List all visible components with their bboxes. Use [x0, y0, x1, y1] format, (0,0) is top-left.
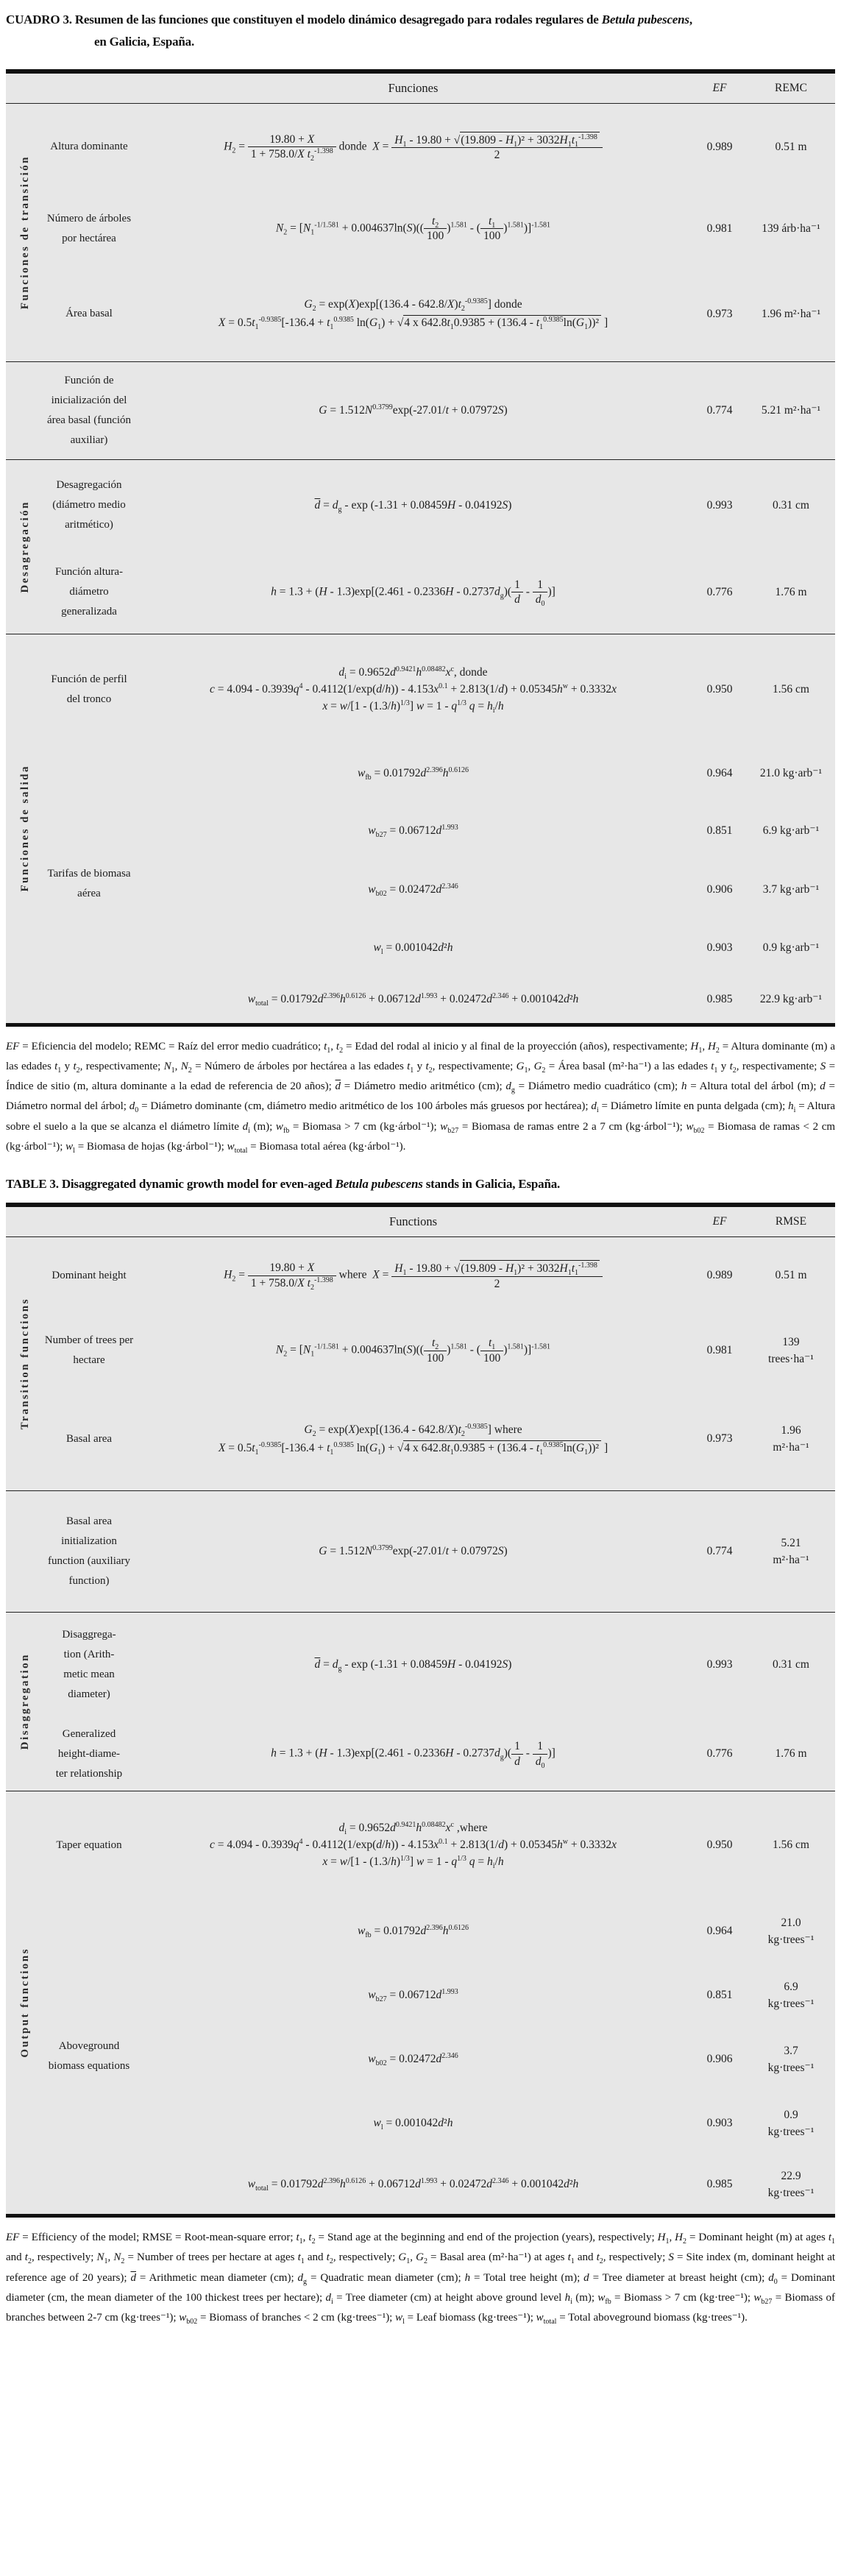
table-caption-es	[6, 9, 835, 53]
formula-cell	[134, 1420, 692, 1459]
rmse-value: 21.0 kg·arb⁻¹	[759, 766, 823, 779]
formula-line: $w_{total} = 0.01792d^{2.396}h^{0.6126} + 0.06712d^{1.993} + 0.02472d^{2.346} + 0.001042d^2h$	[247, 991, 579, 1008]
section-transition-en	[6, 1237, 835, 1490]
rmse-value: 22.9 kg·trees⁻¹	[767, 2169, 815, 2200]
row-label: Disaggrega- tion (Arith- metic mean diameter)	[62, 1629, 116, 1701]
row-label: Dominant height	[52, 1269, 127, 1281]
formula-line: $h = 1.3 + (H - 1.3)\exp[(2.461 - 0.2336H - 0.2737d_g)$( $\frac{1}{d}$ - $\frac{1}{d_0}$ )]	[271, 1740, 556, 1770]
biomass-rows	[134, 1899, 835, 2214]
section-output-en	[6, 1791, 835, 2214]
row-number-of-trees	[44, 191, 835, 267]
row-wfb	[134, 745, 835, 802]
rmse-value: 1.96 m²·ha⁻¹	[761, 307, 821, 320]
row-label: Number of trees per hectare	[44, 1334, 134, 1367]
row-wb27	[134, 1964, 835, 2027]
section-rows	[44, 104, 835, 361]
caption-es-line1: CUADRO 3. Resumen de las funciones que constituyen el modelo dinámico desagregado para rodales regulares de Betula pubescens,	[6, 13, 692, 26]
section-rows	[44, 460, 835, 634]
caption-es-line2: en Galicia, España.	[94, 34, 195, 49]
section-rows	[44, 362, 835, 459]
formula-line: $w_{fb} = 0.01792d^{2.396}h^{0.6126}$	[357, 765, 469, 782]
row-wb02	[134, 2027, 835, 2092]
formula-line: $G_2 = \exp(X)\exp[(136.4 - 642.8/X)t_2^{-0.9385}]$ where	[304, 1422, 522, 1438]
row-label: Función de perfil del tronco	[51, 673, 127, 705]
formula-line: $w_l = 0.001042d^2h$	[373, 2117, 453, 2132]
rmse-value: 0.9 kg·arb⁻¹	[762, 941, 820, 954]
ef-value: 0.985	[706, 992, 733, 1005]
ef-value: 0.989	[706, 140, 733, 153]
ef-value: 0.906	[706, 2053, 733, 2066]
row-wl	[134, 2092, 835, 2155]
formula-line: $\overline{d} = d_g - \exp (-1.31 + 0.08459H - 0.04192S)$	[314, 1658, 512, 1674]
caption-en-line1: TABLE 3. Disaggregated dynamic growth model for even-aged Betula pubescens stands in Galicia, España.	[6, 1177, 561, 1192]
formula-cell	[134, 294, 692, 333]
rmse-value: 21.0 kg·trees⁻¹	[767, 1916, 815, 1947]
side-label-transition: Transition functions	[18, 1298, 31, 1430]
section-transition-es	[6, 104, 835, 361]
formula-line: $w_{b02} = 0.02472d^{2.346}$	[368, 882, 458, 898]
rmse-value: 5.21 m²·ha⁻¹	[761, 403, 821, 417]
formula-line: $c = 4.094 - 0.3939q^4 - 0.4112(1/\exp(d/h)) - 4.153x^{0.1} + 2.813(1/d) + 0.05345h^w + 0.3332x$	[210, 682, 617, 696]
formula-line: $x = w/[1 - (1.3/h)^{1/3}]$ $w = 1 - q^{1/3}$ $q = h_i/h$	[322, 1854, 504, 1871]
formula-line: $H_2$ = $\frac{19.80 + X}{1 + 758.0/X t_2^{-1.398}}$ donde X = $\frac{H_1 - 19.80 + √(19.809 - H_1)^2 + 3032H_1t_1^{-1.398}}{2}$	[138, 132, 688, 163]
column-header-funciones: Funciones	[388, 80, 439, 95]
section-rows	[44, 1613, 835, 1791]
column-header-rmse: RMSE	[775, 1215, 807, 1228]
formula-line: $G = 1.512N^{0.3799}\exp(-27.01/t + 0.07972S)$	[319, 1543, 508, 1558]
formula-line: $X = 0.5t_1^{-0.9385}[-136.4 + t_1^{0.9385}$ $\ln(G_1) + √4$ x $642.8t_10.9385 + (136.4 - t_1^{0.9385}\ln(G_1))^2$ ]	[218, 315, 608, 332]
formula-line: $w_{fb} = 0.01792d^{2.396}h^{0.6126}$	[357, 1923, 469, 1940]
side-cell	[6, 634, 44, 1023]
row-basal-init	[44, 362, 835, 459]
section-rows	[44, 1491, 835, 1612]
ef-value: 0.993	[706, 1658, 733, 1671]
ef-value: 0.964	[706, 1925, 733, 1938]
formula-cell	[134, 1818, 692, 1872]
formula-cell	[134, 1735, 692, 1772]
row-label: Basal area	[65, 1432, 113, 1445]
row-label-biomass: Aboveground biomass equations	[48, 2040, 130, 2073]
footnote-es: EF = Eficiencia del modelo; REMC = Raíz del error medio cuadrático; $t_1$, $t_2$ = Edad del rodal al inicio y al final de la proyección (años), respectivamente; $H_1$, $H_2$ = Altura dominante (m) a las edades $t_1$ y $t_2$, respectivamente; $N_1$, $N_2$ = Número de árboles por hectárea a las edades $t_1$ y $t_2$, respectivamente; $G_1$, $G_2$ = Área basal (m²·ha⁻¹) a las edades $t_1$ y $t_2$, respectivamente; S = Índice de sitio (m, altura dominante a la edad de referencia de 20 años); $\overline{d}$ = Diámetro medio aritmético (cm); $d_g$ = Diámetro medio cuadrático (cm); h = Altura total del árbol (m); d = Diámetro normal del árbol; $d_0$ = Diámetro dominante (cm, diámetro medio aritmético de los 100 árboles más gruesos por hectárea); $d_i$ = Diámetro límite en punta delgada (cm); $h_i$ = Altura sobre el suelo a la que se alcanza el diámetro límite $d_i$ (m); $w_{fb}$ = Biomasa > 7 cm (kg·árbol⁻¹); $w_{b27}$ = Biomasa de ramas entre 2 a 7 cm (kg·árbol⁻¹); $w_{b02}$ = Biomasa de ramas < 2 cm (kg·árbol⁻¹); $w_l$ = Biomasa de hojas (kg·árbol⁻¹); $w_{total}$ = Biomasa total aérea (kg·árbol⁻¹).	[6, 1040, 836, 1155]
rmse-value: 3.7 kg·trees⁻¹	[767, 2044, 815, 2075]
row-basal-area	[44, 1387, 835, 1490]
rmse-value: 6.9 kg·arb⁻¹	[762, 824, 820, 837]
row-label: Generalized height-diame- ter relationship	[55, 1727, 123, 1780]
side-label-disaggregation: Desagregación	[18, 500, 31, 593]
side-cell	[6, 1791, 44, 2214]
ef-value: 0.851	[706, 824, 733, 837]
formula-cell	[134, 400, 692, 421]
row-wfb	[134, 1899, 835, 1964]
row-basal-init	[44, 1491, 835, 1612]
side-cell	[6, 1237, 44, 1490]
section-initialization-en	[6, 1491, 835, 1612]
section-rows	[44, 1237, 835, 1490]
row-wl	[134, 920, 835, 976]
row-label: Taper equation	[56, 1839, 122, 1851]
side-label-transition: Funciones de transición	[18, 155, 31, 310]
rmse-value: 0.31 cm	[773, 498, 809, 512]
rmse-value: 6.9 kg·trees⁻¹	[767, 1980, 815, 2011]
row-label: Área basal	[65, 308, 113, 319]
rmse-value: 0.9 kg·trees⁻¹	[767, 2108, 815, 2139]
row-dominant-height	[44, 104, 835, 191]
formula-cell	[134, 1332, 692, 1369]
formula-cell	[134, 662, 692, 717]
ef-value: 0.774	[706, 1545, 733, 1558]
section-rows	[44, 634, 835, 1023]
ef-value: 0.989	[706, 1269, 733, 1282]
rmse-value: 1.76 m	[775, 1747, 807, 1761]
section-disaggregation-en	[6, 1613, 835, 1791]
formula-line: $w_l = 0.001042d^2h$	[373, 941, 453, 956]
formula-line: $N_2 = [N_1^{-1/1.581} + 0.004637\ln(S)$(( $\frac{t_2}{100}$ )$^{1.581}$ - ( $\frac{t_1}{100}$ )$^{1.581}$)]$^{-1.581}$	[275, 214, 551, 242]
formula-line: $H_2$ = $\frac{19.80 + X}{1 + 758.0/X t_2^{-1.398}}$ where X = $\frac{H_1 - 19.80 + √(19.809 - H_1)^2 + 3032H_1t_1^{-1.398}}{2}$	[138, 1260, 688, 1291]
row-label: Función de inicialización del área basal (función auxiliar)	[46, 374, 132, 446]
side-label-disaggregation: Disaggregation	[18, 1653, 31, 1750]
row-label: Función altura-diámetro generalizada	[54, 566, 124, 618]
row-biomass-group	[44, 745, 835, 1023]
row-biomass-group	[44, 1899, 835, 2214]
row-label: Desagregación (diámetro medio aritmético)	[52, 479, 126, 531]
ef-value: 0.964	[706, 766, 733, 779]
formula-line: $h = 1.3 + (H - 1.3)\exp[(2.461 - 0.2336H - 0.2737d_g)$( $\frac{1}{d}$ - $\frac{1}{d_0}$ )]	[271, 578, 556, 609]
ef-value: 0.973	[706, 307, 733, 320]
ef-value: 0.776	[706, 585, 733, 598]
formula-cell	[134, 574, 692, 611]
ef-value: 0.981	[706, 1344, 733, 1357]
side-cell	[6, 460, 44, 634]
ef-value: 0.981	[706, 222, 733, 235]
side-cell	[6, 104, 44, 361]
footnote-en: EF = Efficiency of the model; RMSE = Root-mean-square error; $t_1$, $t_2 = Stand$ age at the beginning and end of the projection (years), respectively; $H_1$, $H_2$ = Dominant height (m) at ages $t_1$ and $t_2$, respectively; $N_1$, $N_2$ = Number of trees per hectare at ages $t_1$ and $t_2$, respectively; $G_1$, $G_2$ = Basal area (m²·ha⁻¹) at ages $t_1$ and $t_2$, respectively; S = Site index (m, dominant height at reference age of 20 years); $\overline{d}$ = Arithmetic mean diameter (cm); $d_g$ = Quadratic mean diameter (cm); h = Total tree height (m); d = Tree diameter at breast height (cm); $d_0$ = Dominant diameter (cm, the mean diameter of the 100 thickest trees per hectare); $d_i$ = Tree diameter (cm) at height above ground level $h_i$ (m); $w_{fb}$ = Biomass > 7 cm (kg·tree⁻¹); $w_{b27}$ = Biomass of branches between 2-7 cm (kg·trees⁻¹); $w_{b02}$ = Biomass of branches < 2 cm (kg·trees⁻¹); $w_l$ = Leaf biomass (kg·trees⁻¹); $w_{total}$ = Total aboveground biomass (kg·trees⁻¹).	[6, 2232, 836, 2326]
row-height-diameter	[44, 551, 835, 634]
section-output-es	[6, 634, 835, 1023]
row-label: Altura dominante	[50, 141, 128, 152]
row-taper	[44, 634, 835, 745]
section-disaggregation-es	[6, 460, 835, 634]
formula-line: $x = w/[1 - (1.3/h)^{1/3}]$ $w = 1 - q^{1/3}$ $q = h_i/h$	[322, 698, 504, 715]
row-label: Basal area initialization function (auxiliary function)	[47, 1515, 131, 1588]
table-en-header-row	[6, 1207, 835, 1236]
row-wb02	[134, 860, 835, 920]
formula-line: $X = 0.5t_1^{-0.9385}[-136.4 + t_1^{0.9385}$ $\ln(G_1) + √4$ x $642.8t_10.9385 + (136.4 - t_1^{0.9385}\ln(G_1))^2$ ]	[218, 1440, 608, 1457]
ef-value: 0.993	[706, 498, 733, 512]
row-label: Número de árboles por hectárea	[46, 212, 132, 244]
side-cell	[6, 1491, 44, 1612]
formula-line: $w_{b02} = 0.02472d^{2.346}$	[368, 2051, 458, 2068]
table-es-header-row	[6, 74, 835, 103]
formula-line: $c = 4.094 - 0.3939q^4 - 0.4112(1/\exp(d/h)) - 4.153x^{0.1} + 2.813(1/d) + 0.05345h^w + 0.3332x$	[210, 1837, 617, 1852]
table-caption-en	[6, 1173, 835, 1195]
ef-value: 0.903	[706, 941, 733, 954]
ef-value: 0.774	[706, 403, 733, 417]
row-mean-diameter	[44, 1613, 835, 1717]
rmse-value: 1.76 m	[775, 585, 807, 598]
row-wtotal	[134, 2155, 835, 2214]
column-header-remc: REMC	[775, 81, 807, 94]
formula-cell	[134, 210, 692, 247]
ef-value: 0.973	[706, 1432, 733, 1446]
side-cell	[6, 362, 44, 459]
row-dominant-height	[44, 1237, 835, 1314]
rmse-value: 139 trees·ha⁻¹	[768, 1335, 814, 1366]
column-header-functions: Functions	[388, 1214, 438, 1229]
ef-value: 0.985	[706, 2178, 733, 2191]
formula-line: $G = 1.512N^{0.3799}\exp(-27.01/t + 0.07972S)$	[319, 403, 508, 417]
formula-cell	[134, 1541, 692, 1562]
formula-line: $d_i = 0.9652d^{0.9421}h^{0.08482}x^c$, donde	[338, 665, 488, 681]
section-initialization-es	[6, 362, 835, 459]
rmse-value: 1.56 cm	[773, 682, 809, 696]
row-height-diameter	[44, 1717, 835, 1791]
formula-cell	[134, 1256, 692, 1295]
row-wtotal	[134, 976, 835, 1023]
column-header-ef: EF	[712, 81, 727, 94]
formula-line: $G_2 = \exp(X)\exp[(136.4 - 642.8/X)t_2^{-0.9385}]$ donde	[304, 297, 522, 314]
ef-value: 0.906	[706, 882, 733, 896]
formula-line: $\overline{d} = d_g - \exp (-1.31 + 0.08459H - 0.04192S)$	[314, 498, 512, 514]
formula-cell	[134, 128, 692, 166]
rmse-value: 1.96 m²·ha⁻¹	[773, 1423, 809, 1454]
rmse-value: 0.51 m	[775, 1269, 807, 1282]
ef-value: 0.776	[706, 1747, 733, 1761]
row-label-biomass: Tarifas de biomasa aérea	[47, 867, 131, 899]
ef-value: 0.950	[706, 1839, 733, 1852]
ef-value: 0.851	[706, 1989, 733, 2002]
rmse-value: 5.21 m²·ha⁻¹	[773, 1536, 809, 1567]
formula-line: $w_{total} = 0.01792d^{2.396}h^{0.6126} + 0.06712d^{1.993} + 0.02472d^{2.346} + 0.001042d^2h$	[247, 2176, 579, 2193]
table-en	[6, 1203, 835, 2218]
formula-cell	[134, 495, 692, 516]
rmse-value: 139 árb·ha⁻¹	[762, 222, 820, 235]
formula-line: $d_i = 0.9652d^{0.9421}h^{0.08482}x^c$ ,where	[338, 1820, 488, 1837]
row-wb27	[134, 802, 835, 860]
row-taper	[44, 1791, 835, 1899]
row-number-of-trees	[44, 1314, 835, 1387]
section-rows	[44, 1791, 835, 2214]
row-mean-diameter	[44, 460, 835, 551]
side-cell	[6, 1613, 44, 1791]
rmse-value: 3.7 kg·arb⁻¹	[762, 882, 820, 896]
ef-value: 0.903	[706, 2117, 733, 2130]
side-label-output: Output functions	[18, 1947, 31, 2058]
formula-line: $w_{b27} = 0.06712d^{1.993}$	[368, 1987, 458, 2004]
side-label-output: Funciones de salida	[18, 765, 31, 892]
rmse-value: 0.51 m	[775, 140, 807, 153]
formula-line: $N_2 = [N_1^{-1/1.581} + 0.004637\ln(S)$(( $\frac{t_2}{100}$ )$^{1.581}$ - ( $\frac{t_1}{100}$ )$^{1.581}$)]$^{-1.581}$	[275, 1337, 551, 1365]
formula-cell	[134, 1655, 692, 1675]
ef-value: 0.950	[706, 682, 733, 696]
column-header-ef: EF	[712, 1215, 727, 1228]
rmse-value: 1.56 cm	[773, 1839, 809, 1852]
table-es	[6, 69, 835, 1027]
rmse-value: 0.31 cm	[773, 1658, 809, 1671]
row-basal-area	[44, 267, 835, 361]
rmse-value: 22.9 kg·arb⁻¹	[759, 992, 823, 1005]
formula-line: $w_{b27} = 0.06712d^{1.993}$	[368, 823, 458, 839]
biomass-rows	[134, 745, 835, 1023]
